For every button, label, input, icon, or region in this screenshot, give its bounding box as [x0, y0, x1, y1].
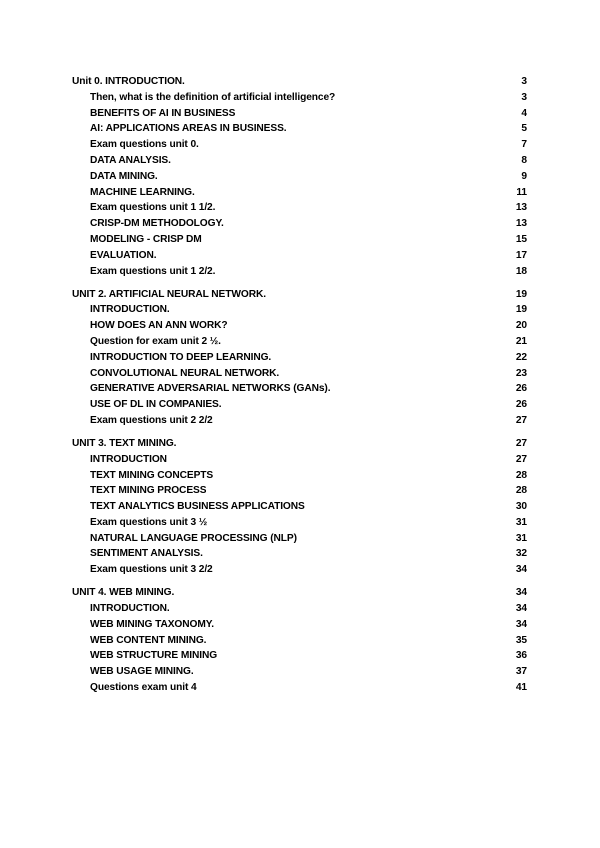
- toc-page-number: 5: [521, 123, 527, 135]
- toc-page-number: 26: [515, 383, 527, 395]
- toc-entry-title: MODELING - CRISP DM: [90, 233, 202, 245]
- toc-subentry[interactable]: [72, 218, 528, 234]
- toc-entry-title: UNIT 3. TEXT MINING.: [72, 437, 177, 449]
- toc-page-number: 3: [521, 76, 527, 87]
- toc-subentry[interactable]: [72, 234, 528, 250]
- toc-entry-title: DATA MINING.: [90, 170, 158, 182]
- toc-page-number: 19: [515, 304, 527, 316]
- toc-entry-title: INTRODUCTION: [90, 453, 167, 465]
- toc-subentry[interactable]: [72, 250, 528, 266]
- toc-subentry[interactable]: [72, 470, 528, 486]
- toc-entry-title: CONVOLUTIONAL NEURAL NETWORK.: [90, 367, 280, 379]
- toc-entry-title: Unit 0. INTRODUCTION.: [72, 76, 185, 87]
- toc-entry-title: TEXT ANALYTICS BUSINESS APPLICATIONS: [90, 501, 305, 513]
- toc-page-number: 41: [515, 682, 527, 694]
- toc-page-number: 28: [515, 469, 527, 481]
- toc-subentry[interactable]: [72, 383, 528, 399]
- toc-section-entry[interactable]: [72, 438, 528, 454]
- toc-page-number: 18: [515, 265, 527, 277]
- toc-page-number: 4: [521, 107, 527, 119]
- toc-entry-title: Then, what is the definition of artificial intelligence?: [90, 91, 336, 103]
- toc-subentry[interactable]: [72, 666, 528, 682]
- toc-page-number: 17: [515, 249, 527, 261]
- toc-entry-title: HOW DOES AN ANN WORK?: [90, 320, 228, 332]
- section-gap: [72, 431, 528, 438]
- toc-entry-title: MACHINE LEARNING.: [90, 186, 195, 198]
- toc-subentry[interactable]: [72, 517, 528, 533]
- toc-entry-title: UNIT 2. ARTIFICIAL NEURAL NETWORK.: [72, 288, 266, 300]
- toc-entry-title: EVALUATION.: [90, 249, 157, 261]
- toc-page-number: 34: [515, 603, 527, 615]
- toc-entry-title: DATA ANALYSIS.: [90, 154, 171, 166]
- section-gap: [72, 281, 528, 288]
- toc-subentry[interactable]: [72, 682, 528, 698]
- toc-page-number: 13: [515, 202, 527, 214]
- toc-entry-title: Exam questions unit 2 2/2: [90, 414, 213, 426]
- toc-subentry[interactable]: [72, 635, 528, 651]
- toc-page-number: 22: [515, 351, 527, 363]
- toc-entry-title: USE OF DL IN COMPANIES.: [90, 399, 222, 411]
- toc-entry-title: Questions exam unit 4: [90, 682, 197, 694]
- toc-subentry[interactable]: [72, 139, 528, 155]
- toc-entry-title: BENEFITS OF AI IN BUSINESS: [90, 107, 236, 119]
- toc-subentry[interactable]: [72, 352, 528, 368]
- toc-subentry[interactable]: [72, 603, 528, 619]
- toc-entry-title: UNIT 4. WEB MINING.: [72, 587, 175, 599]
- toc-subentry[interactable]: [72, 187, 528, 203]
- toc-page-number: 36: [515, 650, 527, 662]
- toc-page-number: 35: [515, 634, 527, 646]
- toc-subentry[interactable]: [72, 564, 528, 580]
- toc-entry-title: INTRODUCTION.: [90, 304, 170, 316]
- toc-section-entry[interactable]: [72, 76, 528, 92]
- toc-page-number: 28: [515, 485, 527, 497]
- toc-subentry[interactable]: [72, 320, 528, 336]
- toc-page-number: 15: [515, 233, 527, 245]
- toc-page-number: 27: [515, 437, 527, 449]
- toc-entry-title: Exam questions unit 0.: [90, 139, 199, 151]
- toc-entry-title: INTRODUCTION TO DEEP LEARNING.: [90, 351, 272, 363]
- toc-entry-title: TEXT MINING CONCEPTS: [90, 469, 214, 481]
- toc-entry-title: Exam questions unit 3 ½: [90, 516, 208, 528]
- toc-page-number: 19: [515, 288, 527, 300]
- toc-page-number: 34: [515, 564, 527, 576]
- toc-subentry[interactable]: [72, 123, 528, 139]
- toc-page-number: 21: [515, 335, 527, 347]
- toc-page-number: 30: [515, 501, 527, 513]
- toc-page-number: 3: [521, 91, 527, 103]
- toc-subentry[interactable]: [72, 619, 528, 635]
- toc-page-number: 23: [515, 367, 527, 379]
- toc-entry-title: WEB CONTENT MINING.: [90, 634, 207, 646]
- toc-entry-title: SENTIMENT ANALYSIS.: [90, 548, 203, 560]
- toc-subentry[interactable]: [72, 266, 528, 282]
- toc-page-number: 7: [521, 139, 527, 151]
- toc-page-number: 8: [521, 154, 527, 166]
- toc-entry-title: Exam questions unit 3 2/2: [90, 564, 213, 576]
- toc-entry-title: WEB USAGE MINING.: [90, 666, 194, 678]
- toc-page-number: 20: [515, 320, 527, 332]
- toc-section-entry[interactable]: [72, 587, 528, 603]
- toc-subentry[interactable]: [72, 399, 528, 415]
- toc-entry-title: TEXT MINING PROCESS: [90, 485, 207, 497]
- toc-subentry[interactable]: [72, 501, 528, 517]
- toc-entry-title: CRISP-DM METHODOLOGY.: [90, 218, 224, 230]
- toc-page-number: 27: [515, 414, 527, 426]
- toc-subentry[interactable]: [72, 415, 528, 431]
- toc-subentry[interactable]: [72, 485, 528, 501]
- toc-subentry[interactable]: [72, 650, 528, 666]
- toc-entry-title: GENERATIVE ADVERSARIAL NETWORKS (GANs).: [90, 383, 331, 395]
- toc-entry-title: WEB MINING TAXONOMY.: [90, 618, 215, 630]
- toc-entry-title: Question for exam unit 2 ½.: [90, 335, 221, 347]
- toc-entry-title: INTRODUCTION.: [90, 603, 170, 615]
- toc-subentry[interactable]: [72, 548, 528, 564]
- toc-page-number: 31: [515, 532, 527, 544]
- toc-page-number: 31: [515, 516, 527, 528]
- toc-section-entry[interactable]: [72, 289, 528, 305]
- toc-page-number: 11: [516, 186, 527, 198]
- toc-subentry[interactable]: [72, 171, 528, 187]
- toc-entry-title: Exam questions unit 1 2/2.: [90, 265, 216, 277]
- toc-page-number: 27: [515, 453, 527, 465]
- toc-page-number: 34: [515, 587, 527, 599]
- section-gap: [72, 580, 528, 587]
- toc-entry-title: Exam questions unit 1 1/2.: [90, 202, 216, 214]
- toc-subentry[interactable]: [72, 92, 528, 108]
- toc-entry-title: NATURAL LANGUAGE PROCESSING (NLP): [90, 532, 297, 544]
- toc-subentry[interactable]: [72, 304, 528, 320]
- toc-page-number: 37: [515, 666, 527, 678]
- toc-page-number: 13: [515, 218, 527, 230]
- toc-page-number: 34: [515, 618, 527, 630]
- toc-page-number: 32: [515, 548, 527, 560]
- toc-page-number: 9: [521, 170, 527, 182]
- toc-subentry[interactable]: [72, 454, 528, 470]
- toc-subentry[interactable]: [72, 155, 528, 171]
- toc-subentry[interactable]: [72, 533, 528, 549]
- table-of-contents: [72, 76, 528, 698]
- toc-entry-title: AI: APPLICATIONS AREAS IN BUSINESS.: [90, 123, 287, 135]
- toc-subentry[interactable]: [72, 108, 528, 124]
- toc-subentry[interactable]: [72, 336, 528, 352]
- toc-subentry[interactable]: [72, 202, 528, 218]
- toc-subentry[interactable]: [72, 368, 528, 384]
- toc-page-number: 26: [515, 399, 527, 411]
- toc-entry-title: WEB STRUCTURE MINING: [90, 650, 218, 662]
